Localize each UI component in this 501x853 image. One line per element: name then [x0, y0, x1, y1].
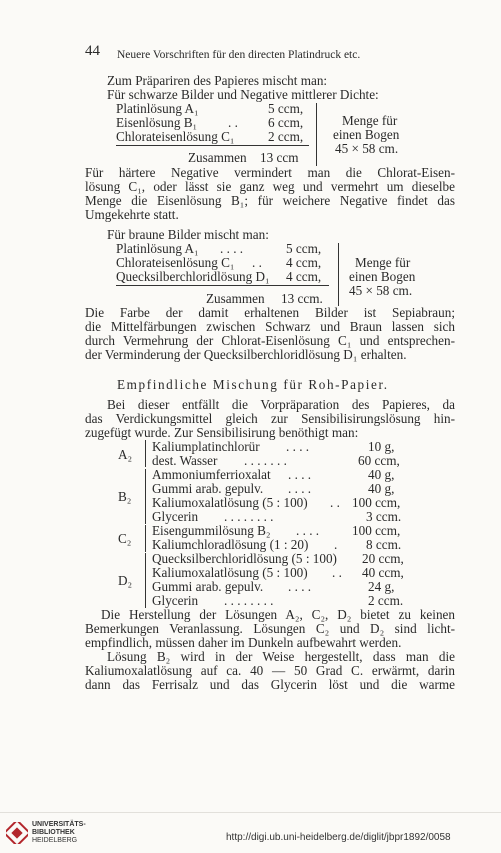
recipe2-amount: 4 ccm, — [286, 255, 322, 270]
brace — [145, 553, 146, 608]
source-url-link[interactable]: http://digi.ub.uni-heidelberg.de/diglit/jbpr1892/0058 — [226, 832, 451, 843]
running-title: Neuere Vorschriften für den directen Platindruck etc. — [117, 49, 361, 61]
amount: 20 ccm, — [362, 551, 404, 566]
dots: . . . . — [288, 481, 312, 496]
group-label: C₂ — [118, 531, 132, 546]
brace — [316, 103, 317, 166]
dots: . . . . . . . . — [224, 509, 274, 524]
recipe2-amount: 5 ccm, — [286, 241, 322, 256]
ingredient: dest. Wasser — [152, 453, 218, 468]
brace — [338, 243, 339, 306]
recipe1-subtitle: Für schwarze Bilder und Negative mittlerer Dichte: — [107, 87, 379, 102]
group-label: A₂ — [118, 447, 133, 462]
amount: 40 g, — [368, 481, 395, 496]
recipe1-dots: . . — [228, 115, 238, 130]
paragraph-line: Lösung B₂ wird in der Weise hergestellt, dass man die — [107, 649, 455, 664]
ingredient: Kaliumplatinchlorür — [152, 439, 260, 454]
amount: 40 g, — [368, 467, 395, 482]
recipe1-row: Platinlösung A₁ — [116, 101, 199, 116]
ingredient: Kaliumoxalatlösung (5 : 100) — [152, 495, 308, 510]
recipe2-dots: . . . . — [220, 241, 244, 256]
ingredient: Gummi arab. gepulv. — [152, 579, 264, 594]
recipe1-total-label: Zusammen — [188, 150, 247, 165]
paragraph-line: lösung C₁, oder lässt sie ganz weg und vermehrt um dieselbe — [85, 179, 455, 194]
recipe2-row: Quecksilberchloridlösung D₁ — [116, 269, 270, 284]
recipe1-amount: 6 ccm, — [268, 115, 304, 130]
recipe2-note: 45 × 58 cm. — [349, 283, 413, 298]
ingredient: Glycerin — [152, 509, 199, 524]
sum-rule — [116, 285, 329, 286]
amount: 40 ccm, — [362, 565, 404, 580]
recipe2-row: Platinlösung A₁ — [116, 241, 199, 256]
recipe2-note: Menge für — [355, 255, 411, 270]
paragraph-line: Für härtere Negative vermindert man die Chlorat-Eisen- — [85, 165, 455, 180]
paragraph-line: durch Vermehrung der Chlorat-Eisenlösung C₁ und entsprechen- — [85, 333, 455, 348]
recipe1-amount: 5 ccm, — [268, 101, 304, 116]
recipe2-note: einen Bogen — [349, 269, 416, 284]
recipe1-note: Menge für — [342, 113, 398, 128]
amount: 100 ccm, — [352, 495, 401, 510]
paragraph-line: der Verminderung der Quecksilberchloridlösung D₁ erhalten. — [85, 347, 407, 362]
brace — [145, 469, 146, 524]
brace — [145, 525, 146, 552]
amount: 10 g, — [368, 439, 395, 454]
recipe1-amount: 2 ccm, — [268, 129, 304, 144]
library-name: UNIVERSITÄTS- — [32, 821, 86, 828]
recipe1-row: Chlorateisenlösung C₁ — [116, 129, 235, 144]
recipe1-intro: Zum Präpariren des Papieres mischt man: — [107, 73, 328, 88]
recipe1-total-amount: 13 ccm — [260, 150, 299, 165]
recipe2-amount: 4 ccm, — [286, 269, 322, 284]
ingredient: Eisengummilösung B₂ — [152, 523, 271, 538]
dots: . — [334, 537, 338, 552]
recipe2-row: Chlorateisenlösung C₁ — [116, 255, 235, 270]
amount: 3 ccm. — [366, 509, 402, 524]
recipe2-intro: Für braune Bilder mischt man: — [107, 227, 269, 242]
dots: . . — [332, 565, 342, 580]
dots: . . . . . . . . — [224, 593, 274, 608]
paragraph-line: Die Farbe der damit erhaltenen Bilder ist Sepiabraun; — [85, 305, 455, 320]
sum-rule — [116, 145, 309, 146]
ingredient: Glycerin — [152, 593, 199, 608]
recipe1-note: 45 × 58 cm. — [335, 141, 399, 156]
ingredient: Ammoniumferrioxalat — [152, 467, 271, 482]
page-number: 44 — [85, 43, 100, 59]
ingredient: Kaliumoxalatlösung (5 : 100) — [152, 565, 308, 580]
brace — [145, 440, 146, 467]
paragraph-line: zugefügt wurde. Zur Sensibilisirung benöthigt man: — [85, 425, 359, 440]
paragraph-line: Menge die Eisenlösung B₁; für weichere Negative findet das — [85, 193, 455, 208]
paragraph-line: Umgekehrte statt. — [85, 207, 179, 222]
amount: 24 g, — [368, 579, 395, 594]
dots: . . . . — [296, 523, 320, 538]
ingredient: Kaliumchloradlösung (1 : 20) — [152, 537, 309, 552]
paragraph-line: das Verdickungsmittel gleich zur Sensibilisirungslösung hin- — [85, 411, 455, 426]
group-label: D₂ — [118, 573, 133, 588]
paragraph-line: Bei dieser entfällt die Vorpräparation des Papieres, da — [107, 397, 455, 412]
section-heading: Empfindliche Mischung für Roh-Papier. — [117, 377, 389, 392]
paragraph-line: Bemerkungen Veranlassung. Lösungen C₂ und D₂ sind licht- — [85, 621, 455, 636]
amount: 8 ccm. — [366, 537, 402, 552]
ingredient: Quecksilberchloridlösung (5 : 100) — [152, 551, 337, 566]
dots: . . . . — [286, 439, 310, 454]
library-name: HEIDELBERG — [32, 837, 78, 844]
dots: . . — [330, 495, 340, 510]
paragraph-line: die Mittelfärbungen zwischen Schwarz und Braun lassen sich — [85, 319, 455, 334]
paragraph-line: Die Herstellung der Lösungen A₂, C₂, D₂ bietet zu keinen — [101, 607, 455, 622]
recipe1-row: Eisenlösung B₁ — [116, 115, 198, 130]
paragraph-line: empfindlich, müssen daher im Dunkeln aufbewahrt werden. — [85, 635, 402, 650]
ingredient: Gummi arab. gepulv. — [152, 481, 264, 496]
amount: 100 ccm, — [352, 523, 401, 538]
recipe2-dots: . . — [252, 255, 262, 270]
library-logo-icon — [6, 822, 28, 844]
recipe1-note: einen Bogen — [333, 127, 400, 142]
dots: . . . . — [288, 579, 312, 594]
amount: 2 ccm. — [368, 593, 404, 608]
dots: . . . . — [288, 467, 312, 482]
dots: . . . . . . . — [244, 453, 287, 468]
paragraph-line: Kaliumoxalatlösung auf ca. 40 — 50 Grad C. erwärmt, darin — [85, 663, 455, 678]
recipe2-total-amount: 13 ccm. — [281, 291, 323, 306]
paragraph-line: dann das Ferrisalz und das Glycerin löst und die warme — [85, 677, 455, 692]
library-name: BIBLIOTHEK — [32, 829, 75, 836]
recipe2-total-label: Zusammen — [206, 291, 265, 306]
amount: 60 ccm, — [358, 453, 400, 468]
group-label: B₂ — [118, 489, 132, 504]
